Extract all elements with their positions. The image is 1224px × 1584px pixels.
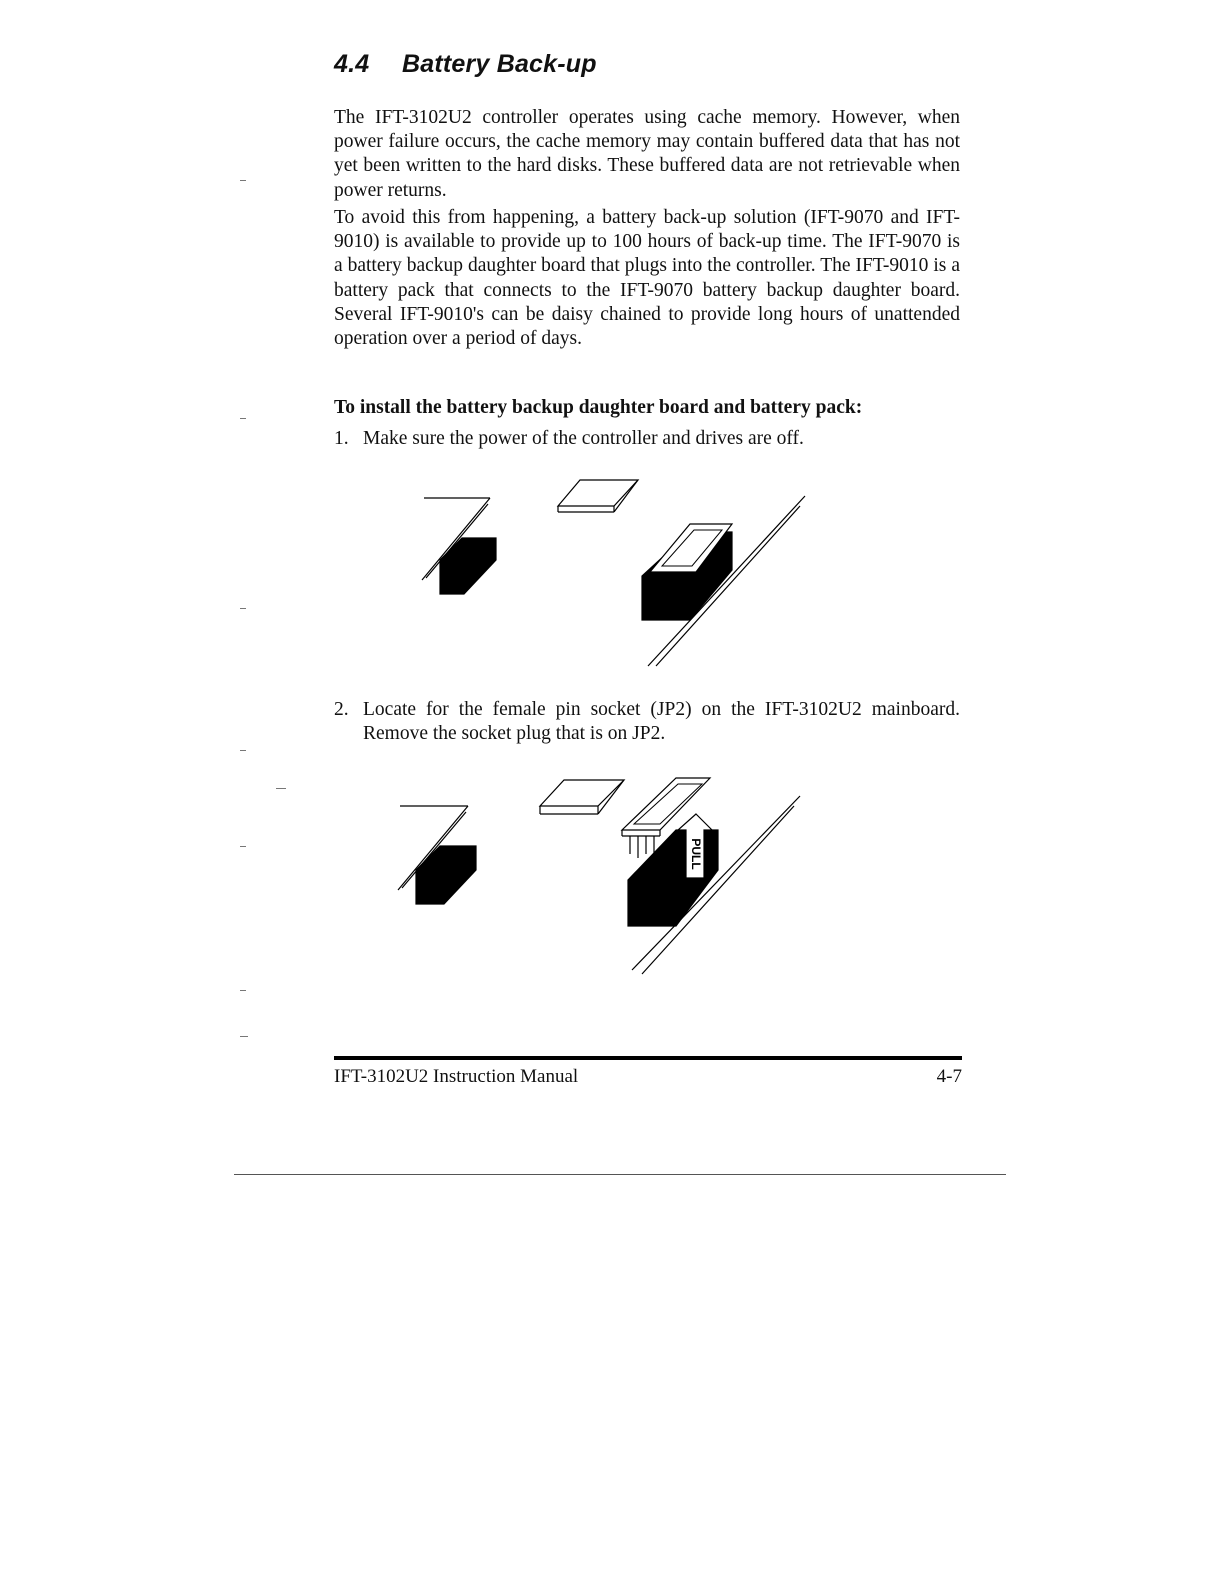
install-instructions-title: To install the battery backup daughter board and battery pack:: [334, 397, 863, 418]
scan-tick: [240, 1036, 248, 1037]
step-1: [334, 427, 960, 451]
section-number: 4.4: [334, 50, 370, 78]
step-1-number: 1.: [334, 428, 349, 449]
figure-remove-socket-plug: [380, 770, 820, 980]
footer-rule: [334, 1056, 962, 1060]
step-2-text: Locate for the female pin socket (JP2) on the IFT-3102U2 mainboard. Remove the socket plug that is on JP2.: [363, 699, 960, 745]
scan-tick: [276, 788, 286, 789]
paragraph-cache-memory: The IFT-3102U2 controller operates using cache memory. However, when power failure occurs, the cache memory may contain buffered data that has not yet been written to the hard disks. These buffered data are not retrievable when power returns.: [334, 107, 960, 201]
section-heading: [334, 50, 597, 79]
scan-tick: [240, 990, 246, 991]
scan-tick: [240, 418, 246, 419]
scan-tick: [240, 608, 246, 609]
footer-manual-title: IFT-3102U2 Instruction Manual: [334, 1066, 579, 1087]
pull-label: PULL: [688, 838, 703, 870]
paragraph-battery-solution: To avoid this from happening, a battery back-up solution (IFT-9070 and IFT-9010) is available to provide up to 100 hours of back-up time. The IFT-9070 is a battery backup daughter board that plugs into the controller. The IFT-9010 is a battery pack that connects to the IFT-9070 battery backup daughter board. Several IFT-9010's can be daisy chained to provide long hours of unattended operation over a period of days.: [334, 207, 960, 350]
footer-page-number: 4-7: [936, 1066, 962, 1087]
step-1-text: Make sure the power of the controller and drives are off.: [363, 428, 804, 449]
figure-power-off-illustration: [400, 460, 820, 670]
scan-tick: [240, 846, 246, 847]
scan-tick: [240, 750, 246, 751]
scan-bottom-edge: [234, 1174, 1006, 1175]
step-2-number: 2.: [334, 699, 349, 720]
step-2: [334, 698, 960, 746]
scan-tick: [240, 180, 246, 181]
section-title: Battery Back-up: [402, 50, 597, 78]
